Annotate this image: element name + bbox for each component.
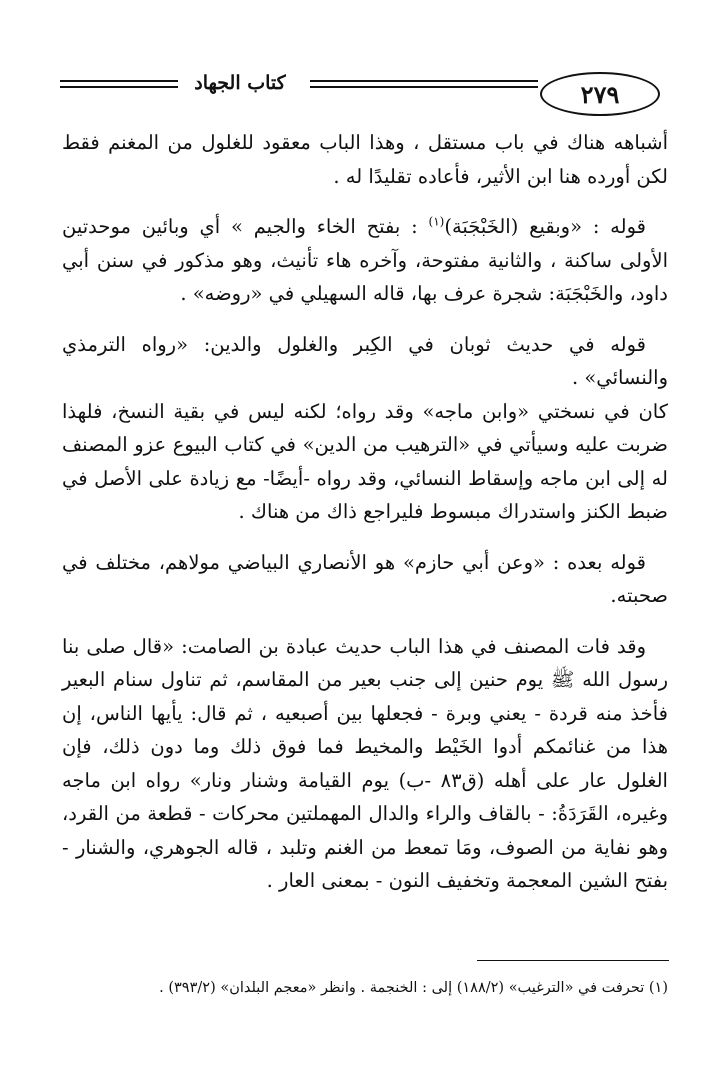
page-number-text: ٢٧٩	[580, 79, 620, 109]
header-rule	[60, 86, 178, 88]
header-rule	[310, 80, 538, 82]
paragraph: وقد فات المصنف في هذا الباب حديث عبادة بن الصامت: «قال صلى بنا رسول الله ﷺ يوم حنين إلى جنب بعير من المقاسم، ثم تناول سنام البعير فأخذ منه قردة - يعني وبرة - فجعلها بين أصبعيه ، ثم قال: يأيها الناس، إن هذا من غنائمكم أدوا الخَيْط والمخيط فما فوق ذلك وما دون ذلك، فإن الغلول عار على أهله (ق٨٣ -ب) يوم القيامة وشنار ونار» رواه ابن ماجه وغيره، القَرَدَةُ: - بالقاف والراء والدال المهملتين محركات - قطعة من القرد، وهو نفاية من الصوف، ومَا تمعط من الغنم وتلبد ، قاله الجوهري، والشنار - بفتح الشين المعجمة وتخفيف النون - بمعنى العار .	[62, 634, 668, 892]
paragraph: كان في نسختي «وابن ماجه» وقد رواه؛ لكنه ليس في بقية النسخ، فلهذا ضربت عليه وسيأتي في «الترهيب من الدين» في كتاب البيوع عزو المصنف له إلى ابن ماجه وإسقاط النسائي، وقد رواه -أيضًا- مع زيادة على الأصل في ضبط الكنز واستدراك مبسوط فليراجع ذاك من هناك .	[62, 399, 668, 523]
page-number	[540, 72, 660, 116]
page-header	[60, 70, 670, 114]
paragraph	[62, 210, 668, 311]
paragraph-text: قوله : «وبقيع (الخَبْجَبَة)	[444, 215, 646, 238]
header-rule	[310, 86, 538, 88]
footnote: (١) تحرفت في «الترغيب» (١٨٨/٢) إلى : الخنجمة . وانظر «معجم البلدان» (٣٩٣/٢) .	[159, 980, 668, 996]
footnote-rule	[477, 960, 669, 961]
paragraph: قوله بعده : «وعن أبي حازم» هو الأنصاري البياضي مولاهم، مختلف في صحبته.	[62, 550, 668, 607]
paragraph-text: : بفتح الخاء والجيم » أي وبائين موحدتين الأولى ساكنة ، والثانية مفتوحة، وآخره هاء تأنيث، وهو مذكور في سنن أبي داود، والخَبْجَبَة: شجرة عرف بها، قاله السهيلي في «روضه» .	[62, 215, 668, 305]
paragraph: قوله في حديث ثوبان في الكِبر والغلول والدين: «رواه الترمذي والنسائي» .	[62, 332, 668, 389]
paragraph: أشباهه هناك في باب مستقل ، وهذا الباب معقود للغلول من المغنم فقط لكن أورده هنا ابن الأثير، فأعاده تقليدًا له .	[62, 131, 668, 188]
book-title: كتاب الجهاد	[194, 72, 286, 94]
footnote-marker: (١)	[428, 214, 445, 229]
body-text	[62, 126, 668, 915]
header-rule	[60, 80, 178, 82]
